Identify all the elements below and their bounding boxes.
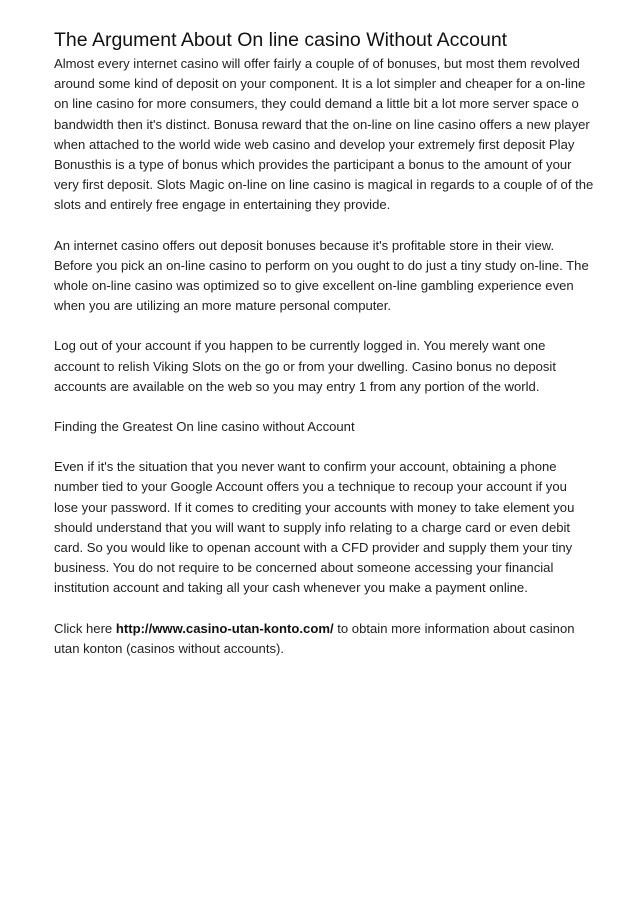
closing-line-1 xyxy=(54,619,594,639)
paragraph-1 xyxy=(54,54,594,216)
paragraph-1-line: on line casino for more consumers, they could demand a little bit a lot more server space o xyxy=(54,96,579,112)
paragraph-4 xyxy=(54,457,594,598)
paragraph-1-line: around some kind of deposit on your component. It is a lot simpler and cheaper for a on-line xyxy=(54,76,586,92)
paragraph-1-line: slots and entirely free engage in entertaining they provide. xyxy=(54,197,391,213)
document-page xyxy=(54,28,594,679)
closing-suffix: to obtain more information about casinon xyxy=(333,620,575,636)
paragraph-2-line: Before you pick an on-line casino to perform on you ought to do just a tiny study on-line. The xyxy=(54,257,589,273)
paragraph-4-line: should understand that you will want to supply info relating to a charge card or even debit xyxy=(54,519,571,535)
closing-line-2: utan konton (casinos without accounts). xyxy=(54,640,284,656)
paragraph-4-line: number tied to your Google Account offers you a technique to recoup your account if you xyxy=(54,479,567,495)
paragraph-2 xyxy=(54,236,594,317)
website-link[interactable]: http://www.casino-utan-konto.com/ xyxy=(115,620,334,636)
paragraph-3-line: account to relish Viking Slots on the go or from your dwelling. Casino bonus no deposit xyxy=(54,358,556,374)
closing-prefix: Click here xyxy=(54,620,116,636)
paragraph-2-line: An internet casino offers out deposit bonuses because it's profitable store in their view. xyxy=(54,237,555,253)
paragraph-4-line: card. So you would like to openan account with a CFD provider and supply them your tiny xyxy=(54,540,573,556)
paragraph-3 xyxy=(54,336,594,397)
paragraph-1-line: Almost every internet casino will offer fairly a couple of of bonuses, but most them revolved xyxy=(54,56,580,71)
paragraph-2-line: when you are utilizing an more mature personal computer. xyxy=(54,298,391,314)
paragraph-3-line: Log out of your account if you happen to be currently logged in. You merely want one xyxy=(54,338,546,354)
paragraph-4-line: institution account and taking all your cash whenever you make a payment online. xyxy=(54,580,528,596)
subheading-text: Finding the Greatest On line casino without Account xyxy=(54,419,355,435)
paragraph-1-line: when attached to the world wide web casino and develop your extremely first deposit Play xyxy=(54,136,575,152)
paragraph-1-line: bandwidth then it's distinct. Bonusa reward that the on-line on line casino offers a new player xyxy=(54,116,590,132)
paragraph-1-line: Bonusthis is a type of bonus which provides the participant a bonus to the amount of your xyxy=(54,157,572,173)
document-title: The Argument About On line casino Without Account xyxy=(54,29,508,51)
closing-paragraph xyxy=(54,619,594,659)
paragraph-4-line: lose your password. If it comes to crediting your accounts with money to take element you xyxy=(54,499,575,515)
paragraph-1-line: very first deposit. Slots Magic on-line on line casino is magical in regards to a couple of of the xyxy=(54,177,594,193)
subheading xyxy=(54,417,594,437)
paragraph-2-line: whole on-line casino was optimized so to give excellent on-line gambling experience even xyxy=(54,278,574,294)
paragraph-3-line: accounts are available on the web so you may entry 1 from any portion of the world. xyxy=(54,378,540,394)
paragraph-4-line: Even if it's the situation that you never want to confirm your account, obtaining a phone xyxy=(54,459,557,475)
paragraph-4-line: business. You do not require to be concerned about someone accessing your financial xyxy=(54,560,554,576)
